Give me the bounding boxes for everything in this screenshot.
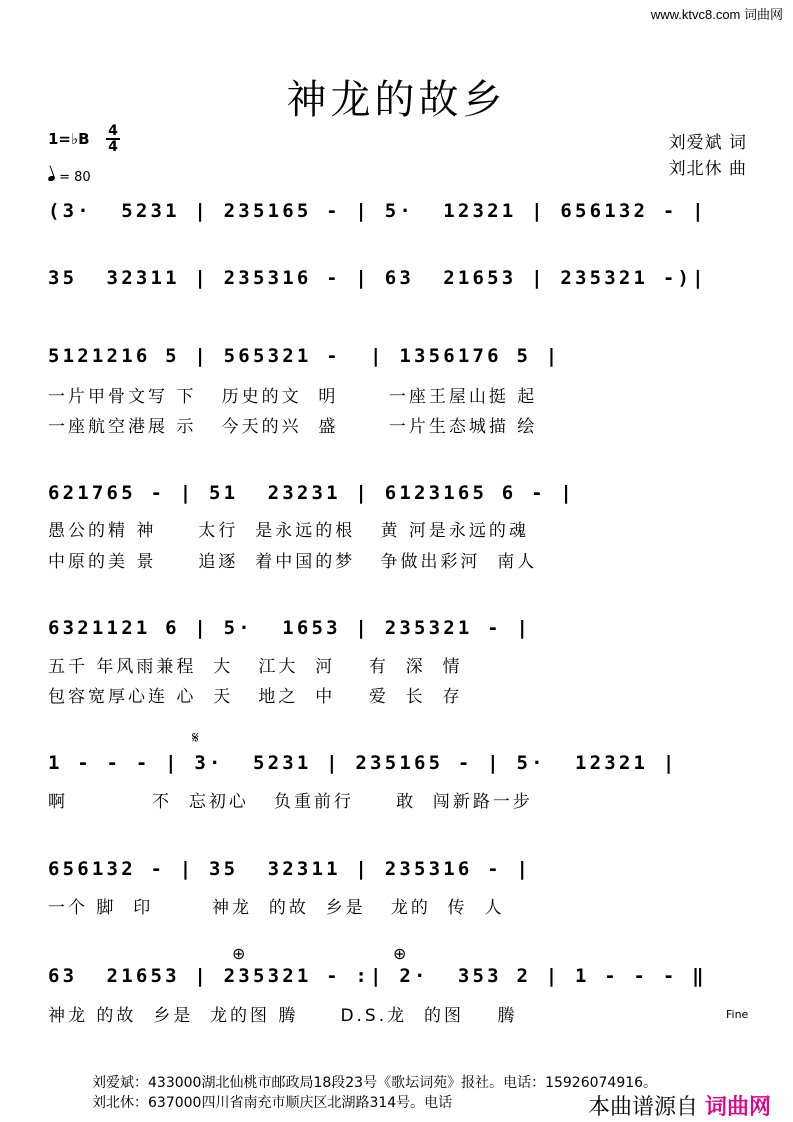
notation-line: (3· 5231 | 235165 - | 5· 12321 | 656132 - | [48, 200, 707, 222]
lyric-verse-2: 包容宽厚心连 心 天 地之 中 爱 长 存 [48, 687, 463, 707]
segno-icon: 𝄋 [192, 728, 199, 747]
coda-icon: ⊕ [232, 944, 246, 963]
footer-contact-lyricist: 刘爱斌：433000湖北仙桃市邮政局18段23号《歌坛词苑》报社。电话：15926074916。 [92, 1075, 658, 1091]
brand-source-text: 本曲谱源自 [587, 1095, 698, 1120]
notation-line: 63 21653 | 235321 - :| 2· 353 2 | 1 - - - ‖ [48, 965, 707, 987]
score-row [48, 267, 758, 297]
lyric-verse-1: 五千 年风雨兼程 大 江大 河 有 深 情 [48, 657, 463, 677]
fine-marking: Fine [726, 1008, 749, 1021]
key-signature: 1=♭B [48, 130, 90, 148]
composer-credit: 刘北休 曲 [668, 159, 747, 179]
notation-line: 35 32311 | 235316 - | 63 21653 | 235321 -)| [48, 267, 707, 289]
quarter-note-icon [47, 175, 55, 182]
song-title: 神龙的故乡 [286, 77, 507, 123]
score-row [48, 345, 758, 375]
lyric-verse-1: 神龙 的故 乡是 龙的图 腾 D.S.龙 的图 腾 [48, 1006, 518, 1026]
lyric-verse-1: 一片甲骨文写 下 历史的文 明 一座王屋山挺 起 [48, 387, 538, 407]
tempo-marking [48, 170, 91, 185]
score-row [48, 200, 758, 230]
score-row [48, 965, 758, 995]
score-row [48, 482, 758, 512]
notation-line: 656132 - | 35 32311 | 235316 - | [48, 858, 532, 880]
coda-icon: ⊕ [393, 944, 407, 963]
time-sig-top: 4 [108, 123, 118, 139]
lyric-verse-1: 啊 不 忘初心 负重前行 敢 闯新路一步 [48, 792, 533, 812]
brand-logo-text: 词曲网 [704, 1095, 771, 1120]
score-row [48, 752, 758, 782]
footer-contact-composer: 刘北休：637000四川省南充市顺庆区北湖路314号。电话 [92, 1095, 453, 1111]
notation-line: 6321121 6 | 5· 1653 | 235321 - | [48, 617, 532, 639]
lyric-verse-1: 一个 脚 印 神龙 的故 乡是 龙的 传 人 [48, 898, 505, 918]
lyric-verse-1: 愚公的精 神 太行 是永远的根 黄 河是永远的魂 [48, 521, 529, 541]
notation-line: 1 - - - | 3· 5231 | 235165 - | 5· 12321 | [48, 752, 678, 774]
time-sig-bottom: 4 [108, 139, 118, 155]
notation-line: 5121216 5 | 565321 - | 1356176 5 | [48, 345, 561, 367]
lyricist-credit: 刘爱斌 词 [668, 133, 747, 153]
lyric-verse-2: 一座航空港展 示 今天的兴 盛 一片生态城描 绘 [48, 417, 538, 437]
site-watermark: www.ktvc8.com 词曲网 [650, 7, 783, 22]
score-row [48, 617, 758, 647]
tempo-value: = 80 [59, 170, 91, 185]
time-signature [106, 124, 120, 154]
score-row [48, 858, 758, 888]
brand-badge [588, 1090, 771, 1121]
lyric-verse-2: 中原的美 景 追逐 着中国的梦 争做出彩河 南人 [48, 552, 538, 572]
notation-line: 621765 - | 51 23231 | 6123165 6 - | [48, 482, 576, 504]
